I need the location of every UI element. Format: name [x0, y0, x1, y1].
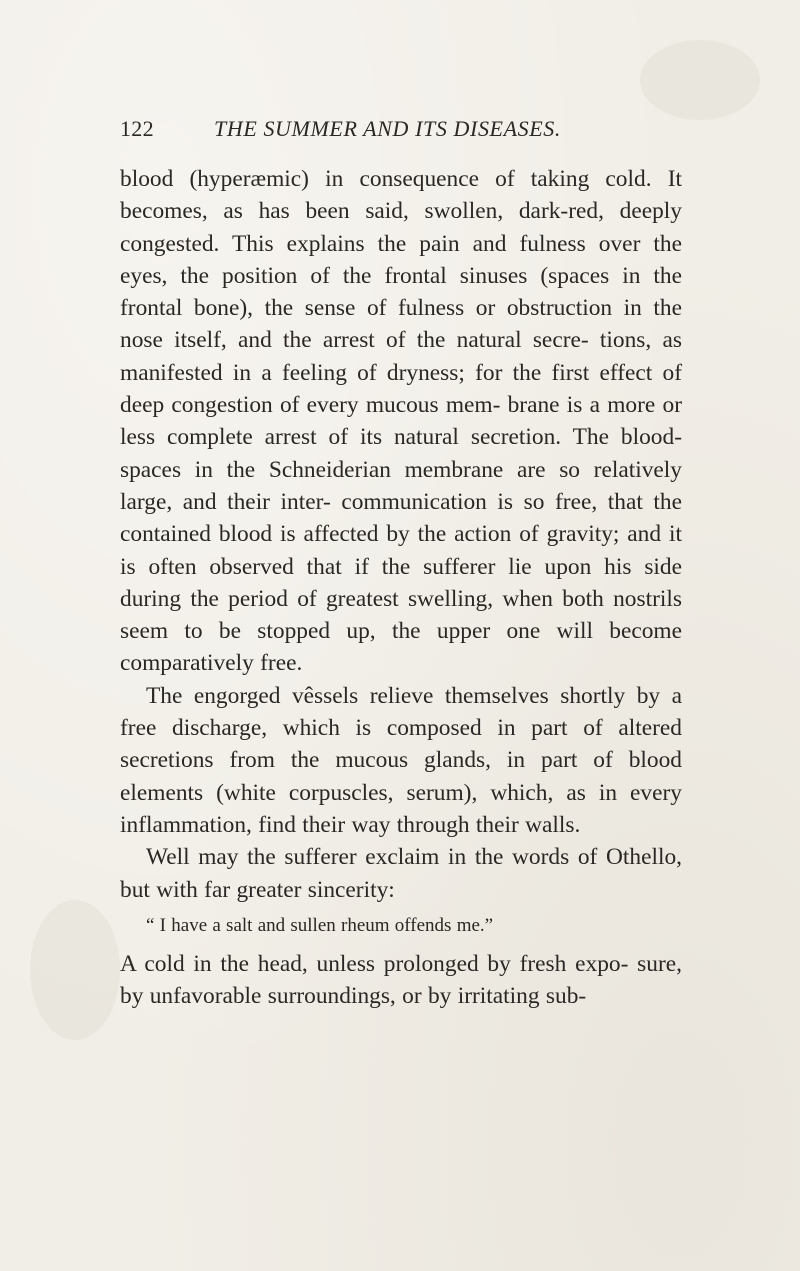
paragraph: The engorged vêssels relieve themselves shortly by a free discharge, which is composed in part of altered secretions from the mucous glands, in part of blood elements (white corpuscles, serum), which, as in every inflammation, find their way through their walls.	[120, 682, 682, 838]
page-number: 122	[120, 116, 154, 141]
paper-stain	[30, 900, 120, 1040]
body-text	[120, 163, 682, 1012]
closing-paragraph: A cold in the head, unless prolonged by fresh expo- sure, by unfavorable surroundings, or by irritating sub-	[120, 950, 682, 1010]
paragraph-continued: blood (hyperæmic) in consequence of taking cold. It becomes, as has been said, swollen, dark-red, deeply congested. This explains the pain and fulness over the eyes, the position of the frontal sinuses (spaces in the frontal bone), the sense of fulness or obstruction in the nose itself, and the arrest of the natural secre- tions, as manifested in a feeling of dryness; for the first effect of deep congestion of every mucous mem- brane is a more or less complete arrest of its natural secretion. The blood-spaces in the Schneiderian membrane are so relatively large, and their inter- communication is so free, that the contained blood is affected by the action of gravity; and it is often observed that if the sufferer lie upon his side during the period of greatest swelling, when both nostrils seem to be stopped up, the upper one will become comparatively free.	[120, 166, 682, 677]
paragraph: Well may the sufferer exclaim in the words of Othello, but with far greater sincerity:	[120, 844, 682, 903]
running-header	[120, 116, 680, 146]
othello-quote: “ I have a salt and sullen rheum offends me.”	[146, 914, 494, 936]
paper-stain	[640, 40, 760, 120]
running-title: THE SUMMER AND ITS DISEASES.	[214, 116, 561, 141]
